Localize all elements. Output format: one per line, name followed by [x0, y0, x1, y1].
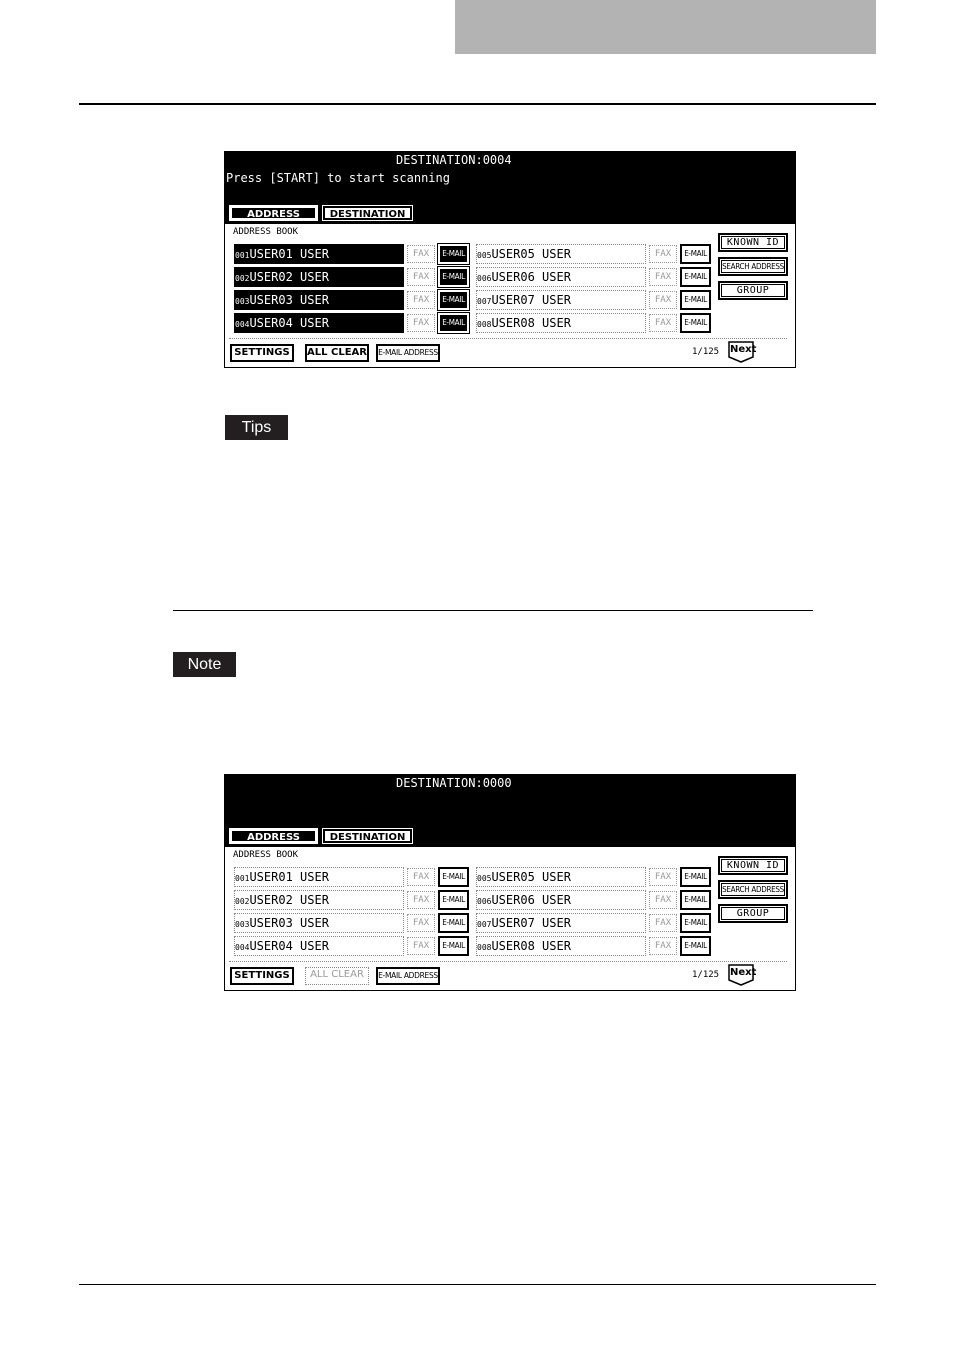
entry-number: 003 [235, 297, 250, 306]
fax-button[interactable]: FAX [407, 891, 435, 909]
entry-number: 006 [477, 897, 492, 906]
entry-name-button[interactable] [476, 936, 646, 956]
fax-button[interactable]: FAX [649, 268, 677, 286]
address-entry[interactable] [476, 936, 712, 956]
section-rule [173, 610, 813, 611]
fax-button[interactable]: FAX [407, 291, 435, 309]
known-id-button[interactable]: KNOWN ID [718, 233, 788, 252]
email-button[interactable]: E-MAIL [680, 936, 711, 956]
email-button[interactable]: E-MAIL [680, 890, 711, 910]
email-button[interactable]: E-MAIL [438, 936, 469, 956]
entry-number: 001 [235, 251, 250, 260]
fax-button[interactable]: FAX [407, 268, 435, 286]
address-entry[interactable] [234, 244, 470, 264]
address-entry[interactable] [476, 290, 712, 310]
email-button[interactable]: E-MAIL [680, 867, 711, 887]
destination-count: DESTINATION:0000 [396, 776, 512, 790]
address-entry[interactable] [234, 313, 470, 333]
fax-button[interactable]: FAX [649, 891, 677, 909]
entry-name: USER03 USER [249, 293, 329, 307]
address-entry[interactable] [234, 867, 470, 887]
fax-button[interactable]: FAX [407, 937, 435, 955]
fax-button[interactable]: FAX [649, 914, 677, 932]
fax-button[interactable]: FAX [407, 914, 435, 932]
entry-number: 005 [477, 874, 492, 883]
entry-name: USER04 USER [249, 316, 329, 330]
search-address-button[interactable]: SEARCH ADDRESS [718, 257, 788, 276]
entry-name-button[interactable] [476, 867, 646, 887]
entry-name-button[interactable] [234, 890, 404, 910]
entry-name-button[interactable] [476, 890, 646, 910]
next-button[interactable] [728, 341, 757, 363]
entry-number: 002 [235, 274, 250, 283]
entry-name-button[interactable] [234, 290, 404, 310]
tab-address[interactable]: ADDRESS [230, 829, 317, 843]
address-entry[interactable] [234, 290, 470, 310]
page-indicator: 1/125 [692, 970, 720, 980]
email-button[interactable]: E-MAIL [438, 290, 469, 310]
touch-panel-screen-2 [225, 775, 795, 990]
note-label: Note [173, 652, 236, 677]
entry-name: USER05 USER [491, 870, 571, 884]
fax-button[interactable]: FAX [649, 937, 677, 955]
entry-name: USER01 USER [249, 870, 329, 884]
address-entry[interactable] [234, 267, 470, 287]
all-clear-button[interactable]: ALL CLEAR [305, 344, 369, 362]
entry-name: USER05 USER [491, 247, 571, 261]
email-button[interactable]: E-MAIL [438, 244, 469, 264]
tab-destination[interactable]: DESTINATION [323, 206, 412, 220]
entry-name-button[interactable] [476, 290, 646, 310]
entry-name-button[interactable] [234, 867, 404, 887]
address-entry[interactable] [234, 890, 470, 910]
address-entry[interactable] [234, 913, 470, 933]
entry-name: USER02 USER [249, 270, 329, 284]
entry-name: USER03 USER [249, 916, 329, 930]
entry-name-button[interactable] [476, 244, 646, 264]
entry-number: 005 [477, 251, 492, 260]
entry-number: 008 [477, 320, 492, 329]
entry-name: USER08 USER [491, 939, 571, 953]
entry-name: USER02 USER [249, 893, 329, 907]
entry-name-button[interactable] [234, 936, 404, 956]
address-entry[interactable] [476, 244, 712, 264]
next-label: Next [730, 967, 757, 978]
address-entry[interactable] [476, 890, 712, 910]
email-button[interactable]: E-MAIL [438, 890, 469, 910]
email-button[interactable]: E-MAIL [680, 913, 711, 933]
entry-number: 007 [477, 920, 492, 929]
email-address-button[interactable]: E-MAIL ADDRESS [376, 967, 440, 985]
page-indicator: 1/125 [692, 347, 720, 357]
entry-name-button[interactable] [234, 913, 404, 933]
address-entry[interactable] [476, 267, 712, 287]
screen-header [225, 152, 795, 224]
entry-name: USER06 USER [491, 270, 571, 284]
address-book-label: ADDRESS BOOK [233, 850, 299, 860]
entry-name-button[interactable] [476, 913, 646, 933]
tips-label: Tips [225, 415, 288, 440]
entry-number: 004 [235, 320, 250, 329]
header-rule [79, 103, 876, 105]
next-label: Next [730, 344, 757, 355]
fax-button[interactable]: FAX [407, 314, 435, 332]
search-address-button[interactable]: SEARCH ADDRESS [718, 880, 788, 899]
group-button[interactable]: GROUP [718, 904, 788, 923]
fax-button[interactable]: FAX [407, 868, 435, 886]
touch-panel-screen-1 [225, 152, 795, 367]
email-button[interactable]: E-MAIL [438, 913, 469, 933]
email-address-button[interactable]: E-MAIL ADDRESS [376, 344, 440, 362]
address-entry[interactable] [476, 313, 712, 333]
email-button[interactable]: E-MAIL [438, 267, 469, 287]
email-button[interactable]: E-MAIL [680, 313, 711, 333]
address-entry[interactable] [234, 936, 470, 956]
settings-button[interactable]: SETTINGS [230, 967, 294, 985]
footer-rule [79, 1284, 876, 1285]
fax-button[interactable]: FAX [649, 868, 677, 886]
address-entry[interactable] [476, 913, 712, 933]
tab-address[interactable]: ADDRESS [230, 206, 317, 220]
chapter-header-box [455, 0, 876, 54]
email-button[interactable]: E-MAIL [680, 244, 711, 264]
entry-name-button[interactable] [476, 313, 646, 333]
entry-number: 004 [235, 943, 250, 952]
all-clear-button[interactable]: ALL CLEAR [305, 967, 369, 985]
entry-name-button[interactable] [234, 267, 404, 287]
known-id-button[interactable]: KNOWN ID [718, 856, 788, 875]
settings-button[interactable]: SETTINGS [230, 344, 294, 362]
email-button[interactable]: E-MAIL [680, 267, 711, 287]
group-button[interactable]: GROUP [718, 281, 788, 300]
divider [229, 961, 787, 962]
next-button[interactable] [728, 964, 757, 986]
entry-number: 002 [235, 897, 250, 906]
address-book-label: ADDRESS BOOK [233, 227, 299, 237]
screen-header [225, 775, 795, 847]
entry-name: USER08 USER [491, 316, 571, 330]
entry-number: 006 [477, 274, 492, 283]
fax-button[interactable]: FAX [407, 245, 435, 263]
destination-count: DESTINATION:0004 [396, 153, 512, 167]
entry-name-button[interactable] [234, 313, 404, 333]
entry-name: USER04 USER [249, 939, 329, 953]
entry-name: USER06 USER [491, 893, 571, 907]
address-entry[interactable] [476, 867, 712, 887]
fax-button[interactable]: FAX [649, 291, 677, 309]
tab-destination[interactable]: DESTINATION [323, 829, 412, 843]
divider [229, 338, 787, 339]
email-button[interactable]: E-MAIL [680, 290, 711, 310]
fax-button[interactable]: FAX [649, 245, 677, 263]
email-button[interactable]: E-MAIL [438, 867, 469, 887]
entry-name: USER07 USER [491, 916, 571, 930]
entry-name-button[interactable] [234, 244, 404, 264]
fax-button[interactable]: FAX [649, 314, 677, 332]
email-button[interactable]: E-MAIL [438, 313, 469, 333]
status-message: Press [START] to start scanning [226, 171, 450, 185]
entry-name: USER01 USER [249, 247, 329, 261]
entry-number: 001 [235, 874, 250, 883]
entry-number: 007 [477, 297, 492, 306]
entry-number: 008 [477, 943, 492, 952]
entry-name: USER07 USER [491, 293, 571, 307]
entry-number: 003 [235, 920, 250, 929]
entry-name-button[interactable] [476, 267, 646, 287]
